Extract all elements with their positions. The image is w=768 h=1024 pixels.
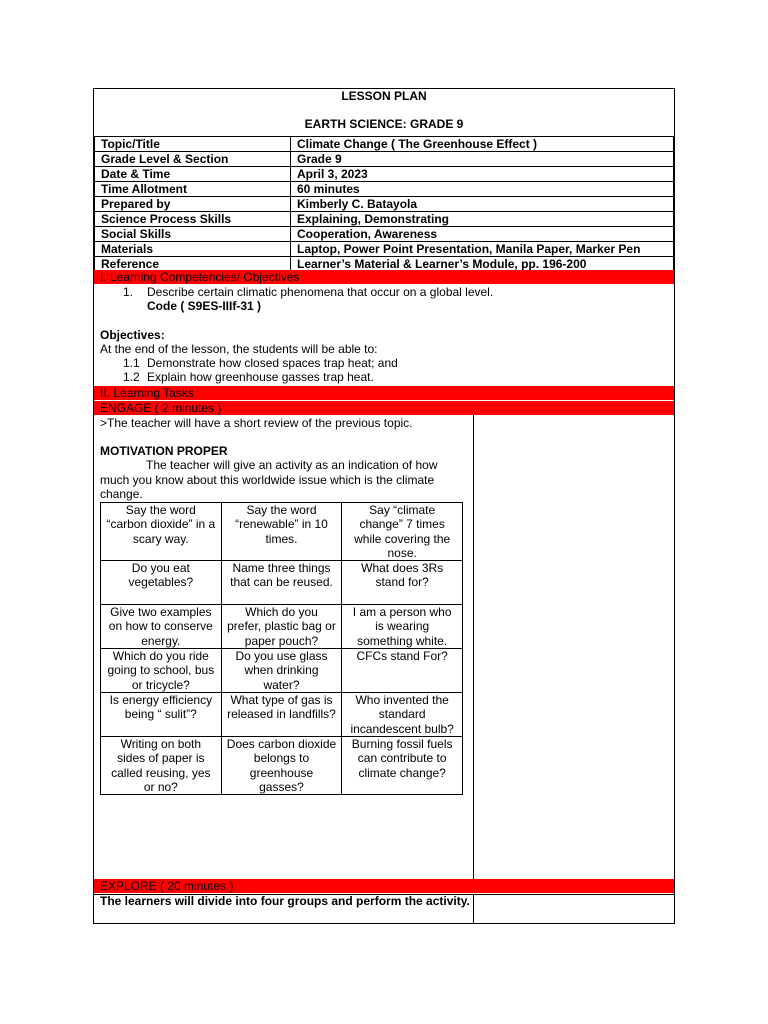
column-divider <box>473 894 474 924</box>
activity-row <box>101 503 463 561</box>
activity-row <box>101 605 463 649</box>
section-heading-learning-tasks: II. Learning Tasks <box>94 386 674 400</box>
document-subtitle: EARTH SCIENCE: GRADE 9 <box>304 117 464 131</box>
info-row <box>95 242 674 257</box>
activity-cell: Do you use glass when drinking water? <box>221 649 342 693</box>
activity-cell: Give two examples on how to conserve energy. <box>101 605 222 649</box>
info-row <box>95 152 674 167</box>
activity-cell: CFCs stand For? <box>342 649 463 693</box>
activity-row <box>101 737 463 795</box>
explore-text: The learners will divide into four groups and perform the activity. <box>100 894 470 908</box>
info-label: Social Skills <box>95 227 291 242</box>
activity-cell: What type of gas is released in landfills? <box>221 693 342 737</box>
activity-cell: Name three things that can be reused. <box>221 561 342 605</box>
info-row <box>95 182 674 197</box>
info-row <box>95 137 674 152</box>
engage-heading: ENGAGE ( 2 minutes ) <box>94 401 674 415</box>
activity-cell: Is energy efficiency being “ sulit”? <box>101 693 222 737</box>
info-value: Kimberly C. Batayola <box>291 197 674 212</box>
info-label: Prepared by <box>95 197 291 212</box>
activity-cell: Does carbon dioxide belongs to greenhouse gasses? <box>221 737 342 795</box>
objective-item: 1.2 Explain how greenhouse gasses trap heat. <box>123 370 374 384</box>
motivation-text: The teacher will give an activity as an indication of how much you know about this worldwide issue which is the climate change. <box>100 458 438 501</box>
info-label: Science Process Skills <box>95 212 291 227</box>
info-row <box>95 197 674 212</box>
activity-cell: I am a person who is wearing something white. <box>342 605 463 649</box>
objectives-heading: Objectives: <box>100 328 165 342</box>
activity-cell: Say the word “renewable” in 10 times. <box>221 503 342 561</box>
engage-text: >The teacher will have a short review of the previous topic. <box>100 416 413 430</box>
info-label: Reference <box>95 257 291 272</box>
activity-cell: Which do you ride going to school, bus or tricycle? <box>101 649 222 693</box>
activity-cell: Who invented the standard incandescent bulb? <box>342 693 463 737</box>
info-label: Date & Time <box>95 167 291 182</box>
competency-code: Code ( S9ES-IIIf-31 ) <box>147 299 262 313</box>
info-value: Laptop, Power Point Presentation, Manila Paper, Marker Pen <box>291 242 674 257</box>
info-label: Materials <box>95 242 291 257</box>
activity-grid <box>100 502 463 795</box>
section-heading-competencies: I. Learning Competencies/ Objectives <box>94 270 674 284</box>
document-header <box>94 89 674 136</box>
info-value: Explaining, Demonstrating <box>291 212 674 227</box>
activity-cell: Writing on both sides of paper is called reusing, yes or no? <box>101 737 222 795</box>
competency-number: 1. <box>123 285 134 299</box>
info-value: Grade 9 <box>291 152 674 167</box>
activity-row <box>101 693 463 737</box>
info-label: Time Allotment <box>95 182 291 197</box>
activity-cell: Do you eat vegetables? <box>101 561 222 605</box>
info-label: Grade Level & Section <box>95 152 291 167</box>
lesson-plan-page <box>93 88 675 924</box>
competencies-section <box>94 285 674 388</box>
info-row <box>95 167 674 182</box>
column-divider <box>473 415 474 880</box>
info-value: Learner’s Material & Learner’s Module, pp. 196-200 <box>291 257 674 272</box>
info-row <box>95 227 674 242</box>
info-label: Topic/Title <box>95 137 291 152</box>
activity-cell: Say “climate change” 7 times while covering the nose. <box>342 503 463 561</box>
objectives-intro: At the end of the lesson, the students will be able to: <box>100 342 378 356</box>
activity-row <box>101 649 463 693</box>
activity-cell: Say the word “carbon dioxide” in a scary way. <box>101 503 222 561</box>
activity-row <box>101 561 463 605</box>
activity-cell: Which do you prefer, plastic bag or paper pouch? <box>221 605 342 649</box>
info-value: Cooperation, Awareness <box>291 227 674 242</box>
explore-heading: EXPLORE ( 20 minutes ) <box>94 879 674 893</box>
competency-text: Describe certain climatic phenomena that occur on a global level. <box>147 285 494 299</box>
activity-cell: Burning fossil fuels can contribute to climate change? <box>342 737 463 795</box>
document-title: LESSON PLAN <box>341 89 427 103</box>
info-value: April 3, 2023 <box>291 167 674 182</box>
activity-cell: What does 3Rs stand for? <box>342 561 463 605</box>
info-row <box>95 212 674 227</box>
lesson-info-table <box>94 136 674 272</box>
info-value: 60 minutes <box>291 182 674 197</box>
motivation-heading: MOTIVATION PROPER <box>100 444 228 458</box>
objective-item: 1.1 Demonstrate how closed spaces trap heat; and <box>123 356 398 370</box>
info-value: Climate Change ( The Greenhouse Effect ) <box>291 137 674 152</box>
competency-item <box>123 285 493 299</box>
